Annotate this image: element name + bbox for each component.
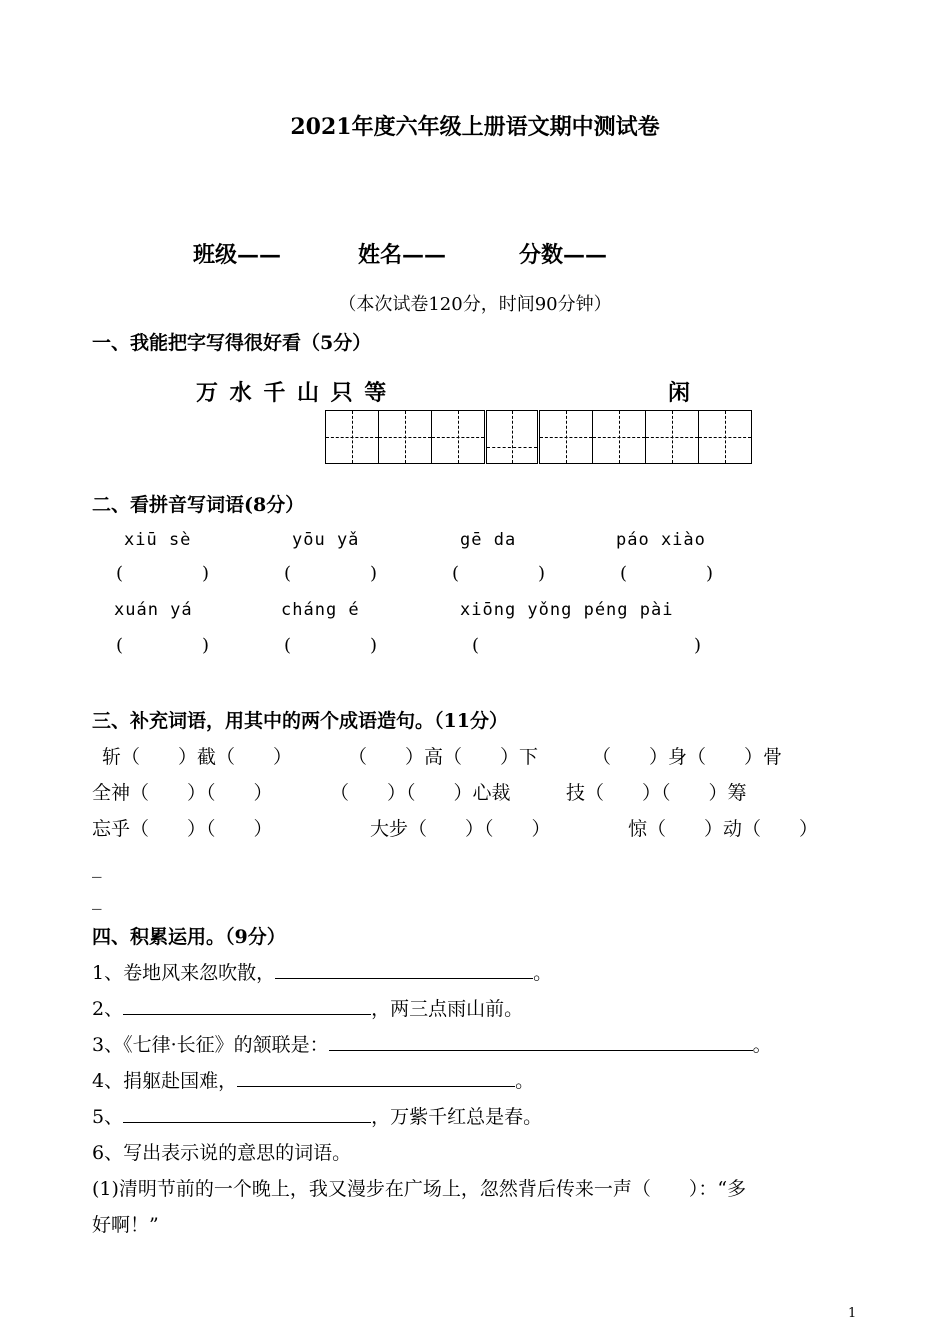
item-text: ，万紫千红总是春。 — [371, 1106, 543, 1128]
answer-paren-close: ) — [706, 563, 714, 584]
model-characters: 万 水 千 山 只 等 — [196, 380, 389, 406]
answer-paren-open[interactable]: ( — [284, 635, 292, 656]
grid-cell[interactable] — [592, 410, 646, 464]
grid-cell[interactable] — [645, 410, 699, 464]
idiom-fill[interactable]: 技（ ）（ ）筹 — [566, 782, 747, 804]
grid-cell[interactable] — [431, 410, 485, 464]
page-number: 1 — [848, 1306, 857, 1321]
idiom-fill[interactable]: （ ）身（ ）骨 — [592, 746, 783, 768]
answer-paren-close: ) — [370, 563, 378, 584]
section4-heading: 四、积累运用。（9分） — [92, 926, 286, 948]
class-label: 班级—— — [193, 242, 282, 268]
pinyin-item: xuán yá — [114, 600, 193, 620]
name-label: 姓名—— — [358, 242, 447, 268]
item-text: 2、 — [92, 998, 124, 1020]
idiom-fill[interactable]: 忘乎（ ）（ ） — [92, 818, 273, 840]
pinyin-item: páo xiào — [616, 530, 706, 550]
pinyin-item: gē da — [460, 530, 517, 550]
answer-blank[interactable] — [275, 962, 533, 979]
answer-blank[interactable] — [329, 1034, 753, 1051]
item-text: 4、捐躯赴国难， — [92, 1070, 238, 1092]
answer-paren-close: ) — [694, 635, 702, 656]
idiom-fill[interactable]: 惊（ ）动（ ） — [628, 818, 819, 840]
grid-cell[interactable] — [698, 410, 752, 464]
sentence-blank[interactable]: _ — [92, 888, 102, 910]
pinyin-item: xiū sè — [124, 530, 192, 550]
grid-cell[interactable] — [325, 410, 379, 464]
answer-paren-open[interactable]: ( — [472, 635, 480, 656]
pinyin-item: yōu yǎ — [292, 530, 360, 550]
idiom-fill[interactable]: （ ）（ ）心裁 — [330, 782, 511, 804]
item-text: 5、 — [92, 1106, 124, 1128]
section2-heading: 二、看拼音写词语(8分） — [92, 494, 305, 516]
sentence-blank[interactable]: _ — [92, 856, 102, 878]
item-6-sub1-cont: 好啊！” — [92, 1214, 159, 1236]
grid-cell[interactable] — [486, 410, 538, 464]
poem-item-4 — [92, 1066, 534, 1093]
idiom-fill[interactable]: 全神（ ）（ ） — [92, 782, 273, 804]
answer-paren-close: ) — [202, 563, 210, 584]
idiom-fill[interactable]: 大步（ ）（ ） — [370, 818, 551, 840]
item-text: ，两三点雨山前。 — [371, 998, 524, 1020]
answer-blank[interactable] — [237, 1070, 515, 1087]
answer-paren-open[interactable]: ( — [284, 563, 292, 584]
answer-paren-open[interactable]: ( — [620, 563, 628, 584]
answer-paren-open[interactable]: ( — [116, 563, 124, 584]
pinyin-item: cháng é — [281, 600, 360, 620]
grid-cell[interactable] — [539, 410, 593, 464]
answer-blank[interactable] — [123, 998, 371, 1015]
section3-heading: 三、补充词语，用其中的两个成语造句。（11分） — [92, 710, 508, 732]
answer-paren-open[interactable]: ( — [116, 635, 124, 656]
item-text: 。 — [515, 1070, 535, 1092]
answer-blank[interactable] — [123, 1106, 371, 1123]
item-text: 1、卷地风来忽吹散， — [92, 962, 276, 984]
poem-item-5 — [92, 1102, 542, 1129]
item-text: 3、《七律·长征》的颔联是： — [92, 1034, 329, 1056]
idiom-fill[interactable]: （ ）高（ ）下 — [348, 746, 539, 768]
score-label: 分数—— — [519, 242, 608, 268]
poem-item-2 — [92, 994, 523, 1021]
answer-paren-close: ) — [538, 563, 546, 584]
answer-paren-close: ) — [202, 635, 210, 656]
answer-paren-close: ) — [370, 635, 378, 656]
item-6-sub1[interactable]: (1)清明节前的一个晚上，我又漫步在广场上，忽然背后传来一声（ ）：“多 — [92, 1178, 747, 1200]
poem-item-1 — [92, 958, 552, 985]
writing-grid — [325, 410, 751, 464]
item-6-prompt: 6、写出表示说的意思的词语。 — [92, 1142, 352, 1164]
model-character-right: 闲 — [668, 380, 691, 406]
answer-paren-open[interactable]: ( — [452, 563, 460, 584]
idiom-fill[interactable]: 斩（ ）截（ ） — [102, 746, 293, 768]
section1-heading: 一、我能把字写得很好看（5分） — [92, 332, 372, 354]
item-text: 。 — [533, 962, 553, 984]
page-title: 2021年度六年级上册语文期中测试卷 — [290, 114, 660, 140]
poem-item-3 — [92, 1030, 772, 1057]
pinyin-item: xiōng yǒng péng pài — [460, 600, 674, 620]
grid-cell[interactable] — [378, 410, 432, 464]
exam-note: （本次试卷120分，时间90分钟） — [338, 294, 612, 315]
item-text: 。 — [752, 1034, 772, 1056]
